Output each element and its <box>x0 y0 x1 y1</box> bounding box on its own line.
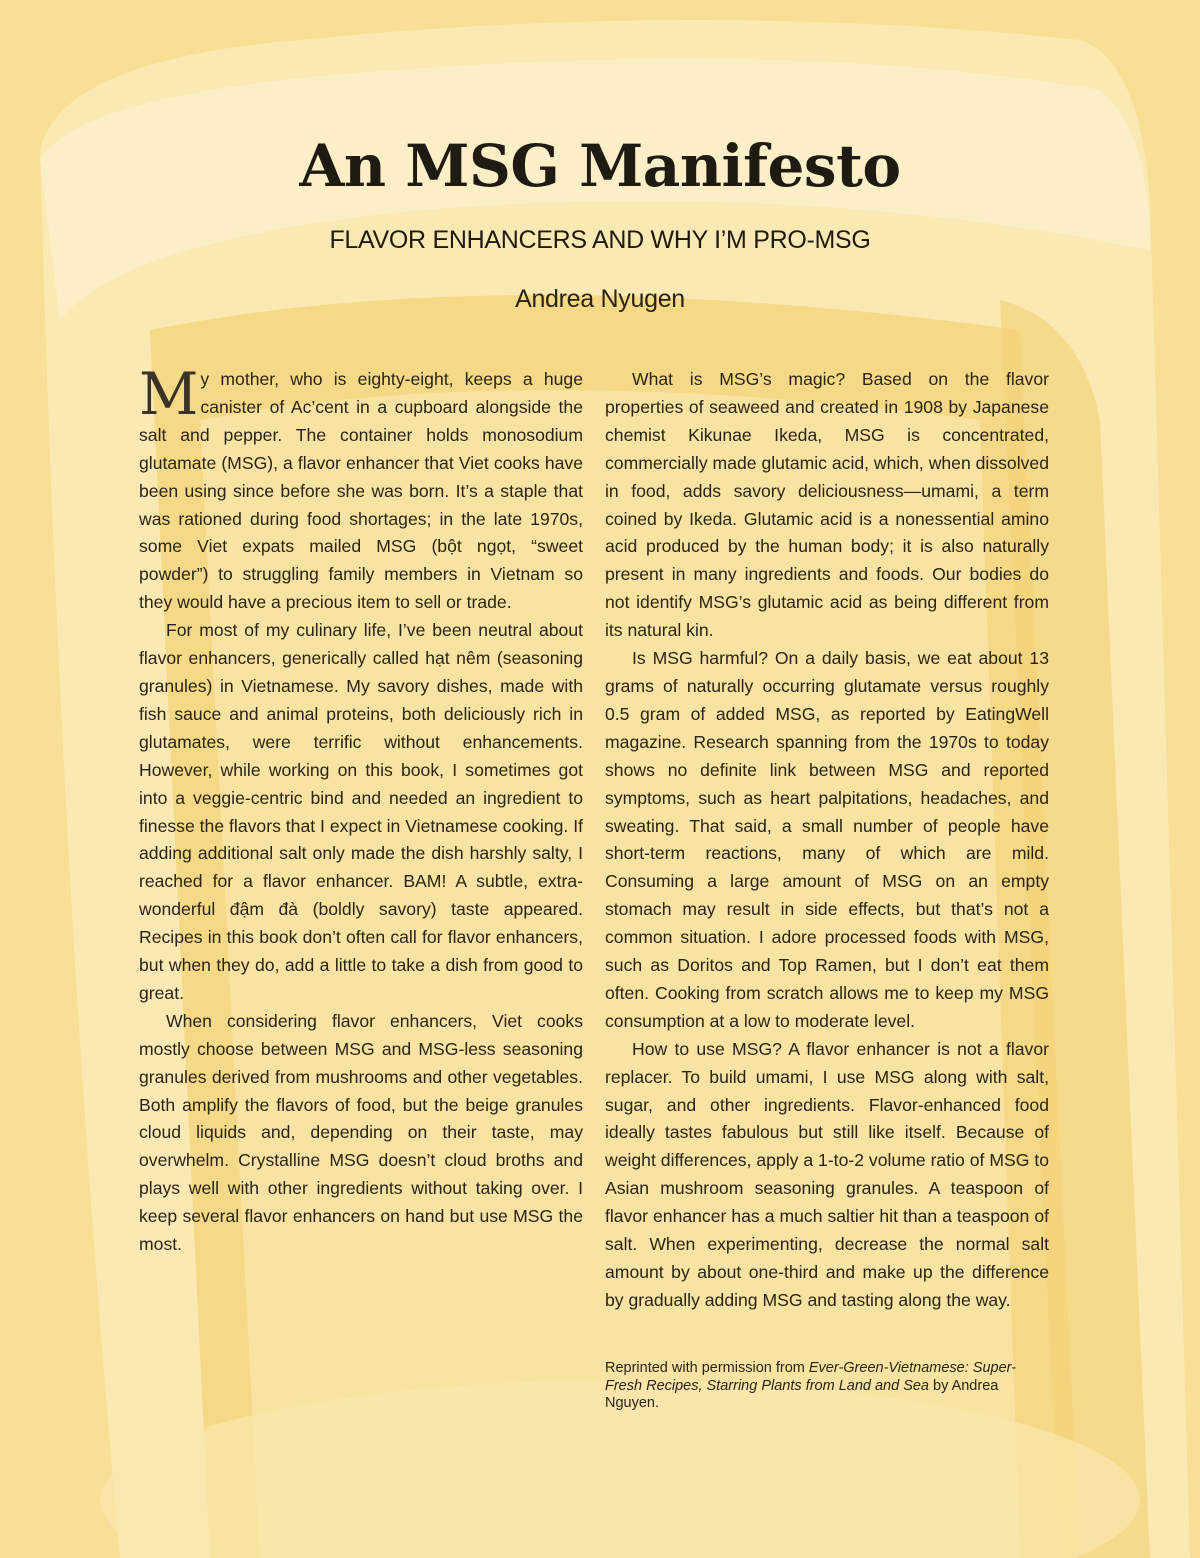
paragraph: How to use MSG? A flavor enhancer is not a flavor replacer. To build umami, I use MSG along with salt, sugar, and other ingredients. Flavor-enhanced food ideally tastes fabulous but still like itself. Because of weight differences, apply a 1-to-2 volume ratio of MSG to Asian mushroom seasoning granules. A teaspoon of flavor enhancer has a much saltier hit than a teaspoon of salt. When experimenting, decrease the normal salt amount by about one-third and make up the difference by gradually adding MSG and tasting along the way. <box>605 1038 1049 1310</box>
drop-cap: M <box>139 360 199 428</box>
article-subtitle: FLAVOR ENHANCERS AND WHY I’M PRO-MSG <box>329 226 871 254</box>
paragraph-text: y mother, who is eighty-eight, keeps a huge canister of Ac’cent in a cupboard alongside the salt and pepper. The container holds monosodium glutamate (MSG), a flavor enhancer that Viet cooks have been using since before she was born. It’s a staple that was rationed during food shortages; in the late 1970s, some Viet expats mailed MSG (bột ngọt, “sweet powder”) to struggling family members in Vietnam so they would have a precious item to sell or trade. <box>139 369 583 613</box>
paragraph: What is MSG’s magic? Based on the flavor properties of seaweed and created in 1908 by Japanese chemist Kikunae Ikeda, MSG is concentrated, commercially made glutamic acid, which, when dissolved in food, adds savory deliciousness—umami, a term coined by Ikeda. Glutamic acid is a nonessential amino acid produced by the human body; it is also naturally present in many ingredients and foods. Our bodies do not identify MSG’s glutamic acid as being different from its natural kin. <box>605 369 1049 641</box>
credit-prefix: Reprinted with permission from <box>605 1360 809 1376</box>
left-column <box>139 360 583 1259</box>
right-column <box>605 366 1049 1315</box>
credit-suffix: by Andrea Nguyen. <box>605 1377 999 1411</box>
reprint-credit <box>605 1360 1045 1413</box>
paragraph: Is MSG harmful? On a daily basis, we eat about 13 grams of naturally occurring glutamate versus roughly 0.5 gram of added MSG, as reported by EatingWell magazine. Research spanning from the 1970s to today shows no definite link between MSG and reported symptoms, such as heart palpitations, headaches, and sweating. That said, a small number of people have short-term reactions, many of which are mild. Consuming a large amount of MSG on an empty stomach may result in side effects, but that’s not a common situation. I adore processed foods with MSG, such as Doritos and Top Ramen, but I don’t eat them often. Cooking from scratch allows me to keep my MSG consumption at a low to moderate level. <box>605 648 1049 1031</box>
paragraph: For most of my culinary life, I’ve been neutral about flavor enhancers, generically called hạt nêm (seasoning granules) in Vietnamese. My savory dishes, made with fish sauce and animal proteins, both deliciously rich in glutamates, were terrific without enhancements. However, while working on this book, I sometimes got into a veggie-centric bind and needed an ingredient to finesse the flavors that I expect in Vietnamese cooking. If adding additional salt only made the dish harshly salty, I reached for a flavor enhancer. BAM! A subtle, extra-wonderful đậm đà (boldly savory) taste appeared. Recipes in this book don’t often call for flavor enhancers, but when they do, add a little to take a dish from good to great. <box>139 620 583 1003</box>
paragraph <box>139 360 583 617</box>
article-title: An MSG Manifesto <box>299 132 901 200</box>
paragraph: When considering flavor enhancers, Viet cooks mostly choose between MSG and MSG-less seasoning granules derived from mushrooms and other vegetables. Both amplify the flavors of food, but the beige granules cloud liquids and, depending on their taste, may overwhelm. Crystalline MSG doesn’t cloud broths and plays well with other ingredients without taking over. I keep several flavor enhancers on hand but use MSG the most. <box>139 1010 583 1255</box>
credit-book-title: Ever-Green-Vietnamese: Super-Fresh Recipes, Starring Plants from Land and Sea <box>605 1360 1017 1394</box>
article-author: Andrea Nyugen <box>515 285 685 313</box>
